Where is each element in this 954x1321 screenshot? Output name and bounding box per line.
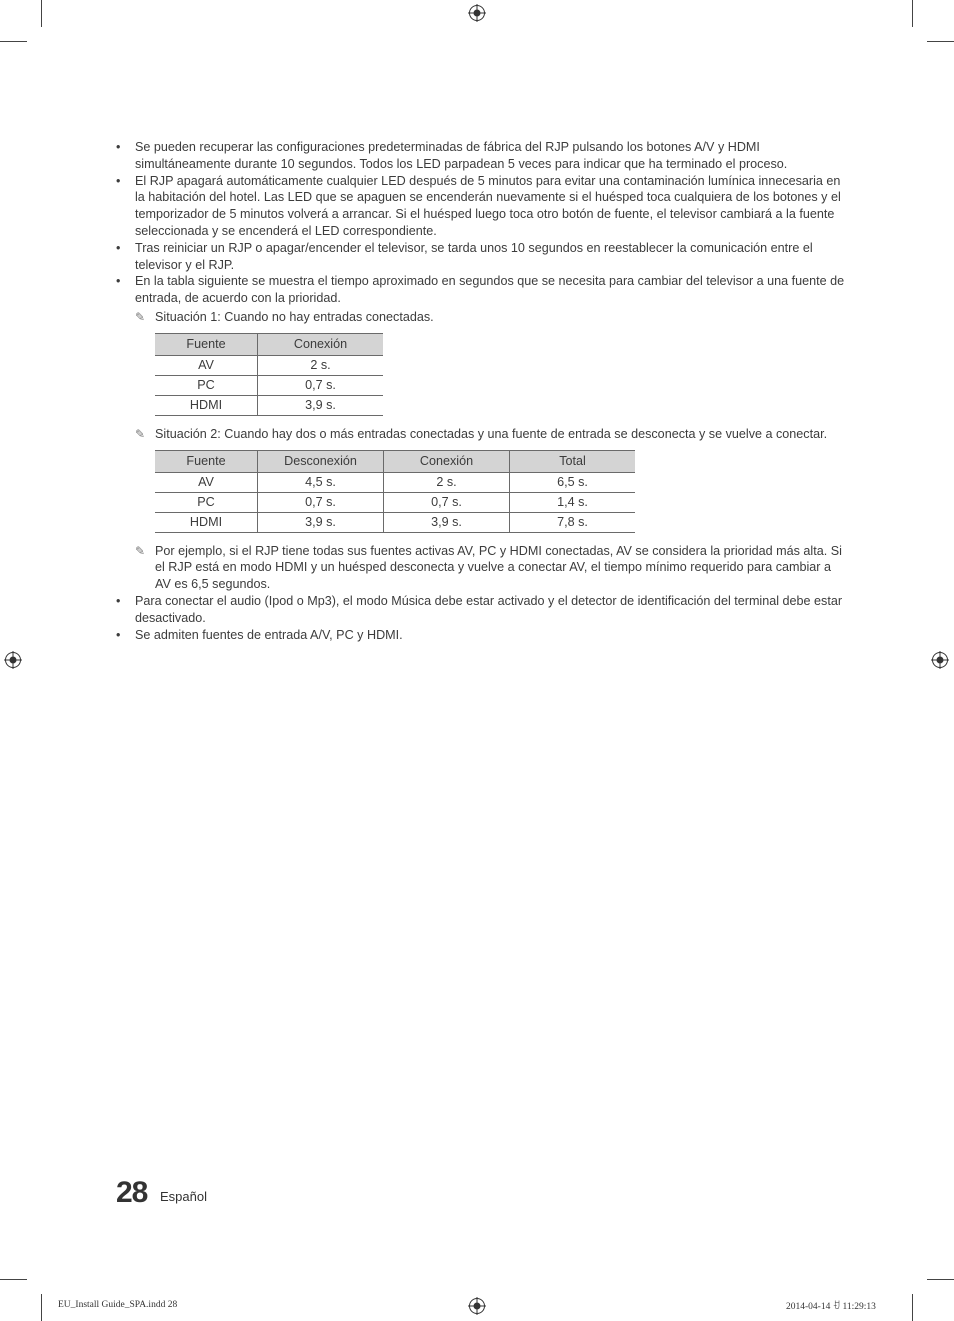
crop-mark — [0, 41, 27, 42]
table-cell: 2 s. — [258, 355, 384, 375]
slug-timestamp: 2014-04-14 ꀀ 11:29:13 — [786, 1302, 876, 1312]
crop-mark — [927, 1279, 954, 1280]
table-cell: 3,9 s. — [258, 395, 384, 415]
table-cell: 6,5 s. — [510, 472, 636, 492]
pencil-icon: ✎ — [135, 309, 146, 324]
table-situation-2 — [155, 450, 635, 533]
table-cell: 4,5 s. — [258, 472, 384, 492]
page-language: Español — [160, 1189, 207, 1204]
bullet-item: • El RJP apagará automáticamente cualquier LED después de 5 minutos para evitar una contaminación lumínica innecesaria en la habitación del hotel. Las LED que se apaguen se encenderán nuevamente si el huésped toca cualquiera de los botones y el temporizador de 5 minutos volverá a arrancar. Si el huésped luego toca otro botón de fuente, el televisor cambiará a la fuente seleccionada y se encenderá el LED correspondiente. — [116, 173, 846, 240]
page-number: 28 — [116, 1176, 148, 1209]
bullet-item: • En la tabla siguiente se muestra el tiempo aproximado en segundos que se necesita para cambiar del televisor a una fuente de entrada, de acuerdo con la prioridad. — [116, 273, 846, 307]
table-cell: HDMI — [155, 395, 258, 415]
table-cell: 0,7 s. — [258, 492, 384, 512]
slug-filename: EU_Install Guide_SPA.indd 28 — [58, 1300, 178, 1310]
note-situation-2 — [116, 426, 846, 443]
bullet-item: • Se admiten fuentes de entrada A/V, PC y HDMI. — [116, 627, 846, 644]
note-situation-1 — [116, 309, 846, 326]
crop-mark — [912, 1294, 913, 1321]
crop-mark — [41, 1294, 42, 1321]
table-situation-1 — [155, 333, 383, 416]
table-row — [155, 472, 635, 492]
crop-mark — [0, 1279, 27, 1280]
table-cell: 2 s. — [384, 472, 510, 492]
bullet-item: • Para conectar el audio (Ipod o Mp3), el modo Música debe estar activado y el detector de identificación del terminal debe estar desactivado. — [116, 593, 846, 627]
pencil-icon: ✎ — [135, 543, 146, 558]
crop-mark — [927, 41, 954, 42]
table-row — [155, 355, 383, 375]
table-cell: 3,9 s. — [384, 512, 510, 532]
table-header: Fuente — [155, 333, 258, 355]
note-text: Por ejemplo, si el RJP tiene todas sus fuentes activas AV, PC y HDMI conectadas, AV se considera la prioridad más alta. Si el RJP está en modo HDMI y un huésped desconecta y vuelve a conectar AV, el tiempo mínimo requerido para cambiar a AV es 6,5 segundos. — [155, 543, 842, 592]
pencil-icon: ✎ — [135, 426, 146, 441]
table-cell: AV — [155, 355, 258, 375]
table-header: Total — [510, 450, 636, 472]
table-cell: HDMI — [155, 512, 258, 532]
table-header: Desconexión — [258, 450, 384, 472]
table-cell: PC — [155, 375, 258, 395]
registration-mark-icon — [468, 4, 486, 22]
note-text: Situación 1: Cuando no hay entradas conectadas. — [155, 309, 434, 324]
table-cell: AV — [155, 472, 258, 492]
table-row — [155, 492, 635, 512]
table-cell: 3,9 s. — [258, 512, 384, 532]
table-cell: PC — [155, 492, 258, 512]
table-header: Conexión — [384, 450, 510, 472]
table-cell: 7,8 s. — [510, 512, 636, 532]
table-cell: 1,4 s. — [510, 492, 636, 512]
note-text: Situación 2: Cuando hay dos o más entradas conectadas y una fuente de entrada se desconecta y se vuelve a conectar. — [155, 426, 828, 441]
table-row — [155, 375, 383, 395]
table-row — [155, 512, 635, 532]
table-header: Conexión — [258, 333, 384, 355]
crop-mark — [912, 0, 913, 27]
registration-mark-icon — [468, 1297, 486, 1315]
crop-mark — [41, 0, 42, 27]
page-content — [116, 139, 846, 643]
registration-mark-icon — [4, 651, 22, 669]
bullet-item: • Tras reiniciar un RJP o apagar/encender el televisor, se tarda unos 10 segundos en reestablecer la comunicación entre el televisor y el RJP. — [116, 240, 846, 274]
table-row — [155, 395, 383, 415]
table-header: Fuente — [155, 450, 258, 472]
table-cell: 0,7 s. — [384, 492, 510, 512]
note-example — [116, 543, 846, 593]
table-cell: 0,7 s. — [258, 375, 384, 395]
registration-mark-icon — [931, 651, 949, 669]
bullet-item: • Se pueden recuperar las configuraciones predeterminadas de fábrica del RJP pulsando los botones A/V y HDMI simultáneamente durante 10 segundos. Todos los LED parpadean 5 veces para indicar que ha terminado el proceso. — [116, 139, 846, 173]
